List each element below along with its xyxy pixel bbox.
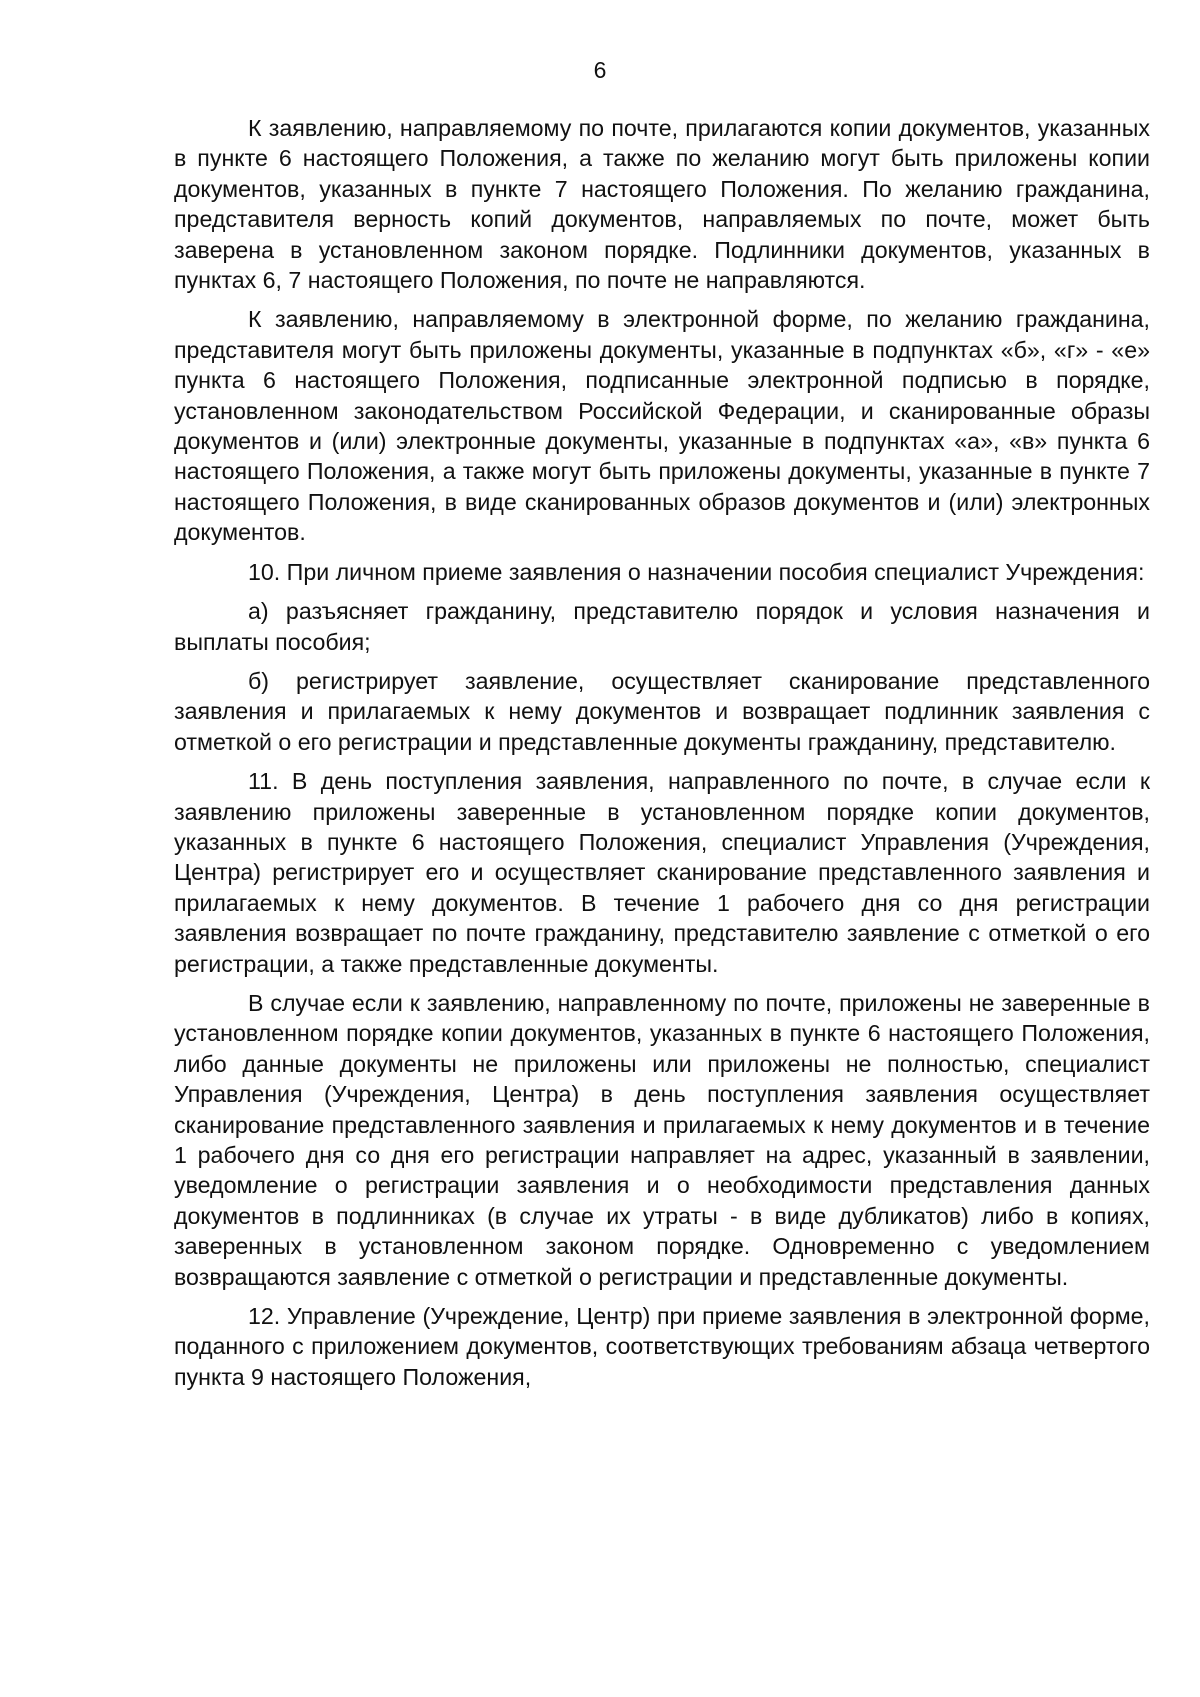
paragraph-item-10-a: а) разъясняет гражданину, представителю порядок и условия назначения и выплаты пособия; bbox=[174, 598, 1150, 655]
paragraph-item-12: 12. Управление (Учреждение, Центр) при приеме заявления в электронной форме, поданного с приложением документов, соответствующих требованиям абзаца четвертого пункта 9 настоящего Положения, bbox=[174, 1303, 1150, 1390]
paragraph-electronic-attachments: К заявлению, направляемому в электронной форме, по желанию гражданина, представителя могут быть приложены документы, указанные в подпунктах «б», «г» - «е» пункта 6 настоящего Положения, подписанные электронной подписью в порядке, установленном законодательством Российской Федерации, и сканированные образы документов и (или) электронные документы, указанные в подпунктах «а», «в» пункта 6 настоящего Положения, а также могут быть приложены документы, указанные в пункте 7 настоящего Положения, в виде сканированных образов документов и (или) электронных документов. bbox=[174, 306, 1150, 546]
paragraph-item-11-case: В случае если к заявлению, направленному по почте, приложены не заверенные в установленном порядке копии документов, указанных в пункте 6 настоящего Положения, либо данные документы не приложены или приложены не полностью, специалист Управления (Учреждения, Центра) в день поступления заявления осуществляет сканирование представленного заявления и прилагаемых к нему документов и в течение 1 рабочего дня со дня его регистрации направляет на адрес, указанный в заявлении, уведомление о регистрации заявления и о необходимости представления данных документов в подлинниках (в случае их утраты - в виде дубликатов) либо в копиях, заверенных в установленном законом порядке. Одновременно с уведомлением возвращаются заявление с отметкой о регистрации и представленные документы. bbox=[174, 989, 1150, 1290]
paragraph-item-11: 11. В день поступления заявления, направленного по почте, в случае если к заявлению приложены заверенные в установленном порядке копии документов, указанных в пункте 6 настоящего Положения, специалист Управления (Учреждения, Центра) регистрирует его и осуществляет сканирование представленного заявления и прилагаемых к нему документов. В течение 1 рабочего дня со дня регистрации заявления возвращает по почте гражданину, представителю заявление с отметкой о его регистрации, а также представленные документы. bbox=[174, 768, 1150, 977]
page-number: 6 bbox=[593, 57, 607, 83]
paragraph-item-10: 10. При личном приеме заявления о назначении пособия специалист Учреждения: bbox=[248, 558, 1145, 585]
paragraph-mail-attachments: К заявлению, направляемому по почте, прилагаются копии документов, указанных в пункте 6 настоящего Положения, а также по желанию могут быть приложены копии документов, указанных в пункте 7 настоящего Положения. По желанию гражданина, представителя верность копий документов, направляемых по почте, может быть заверена в установленном законом порядке. Подлинники документов, указанных в пунктах 6, 7 настоящего Положения, по почте не направляются. bbox=[174, 115, 1150, 294]
paragraph-item-10-b: б) регистрирует заявление, осуществляет сканирование представленного заявления и прилагаемых к нему документов и возвращает подлинник заявления с отметкой о его регистрации и представленные документы гражданину, представителю. bbox=[174, 667, 1150, 755]
document-body bbox=[174, 113, 1150, 1401]
